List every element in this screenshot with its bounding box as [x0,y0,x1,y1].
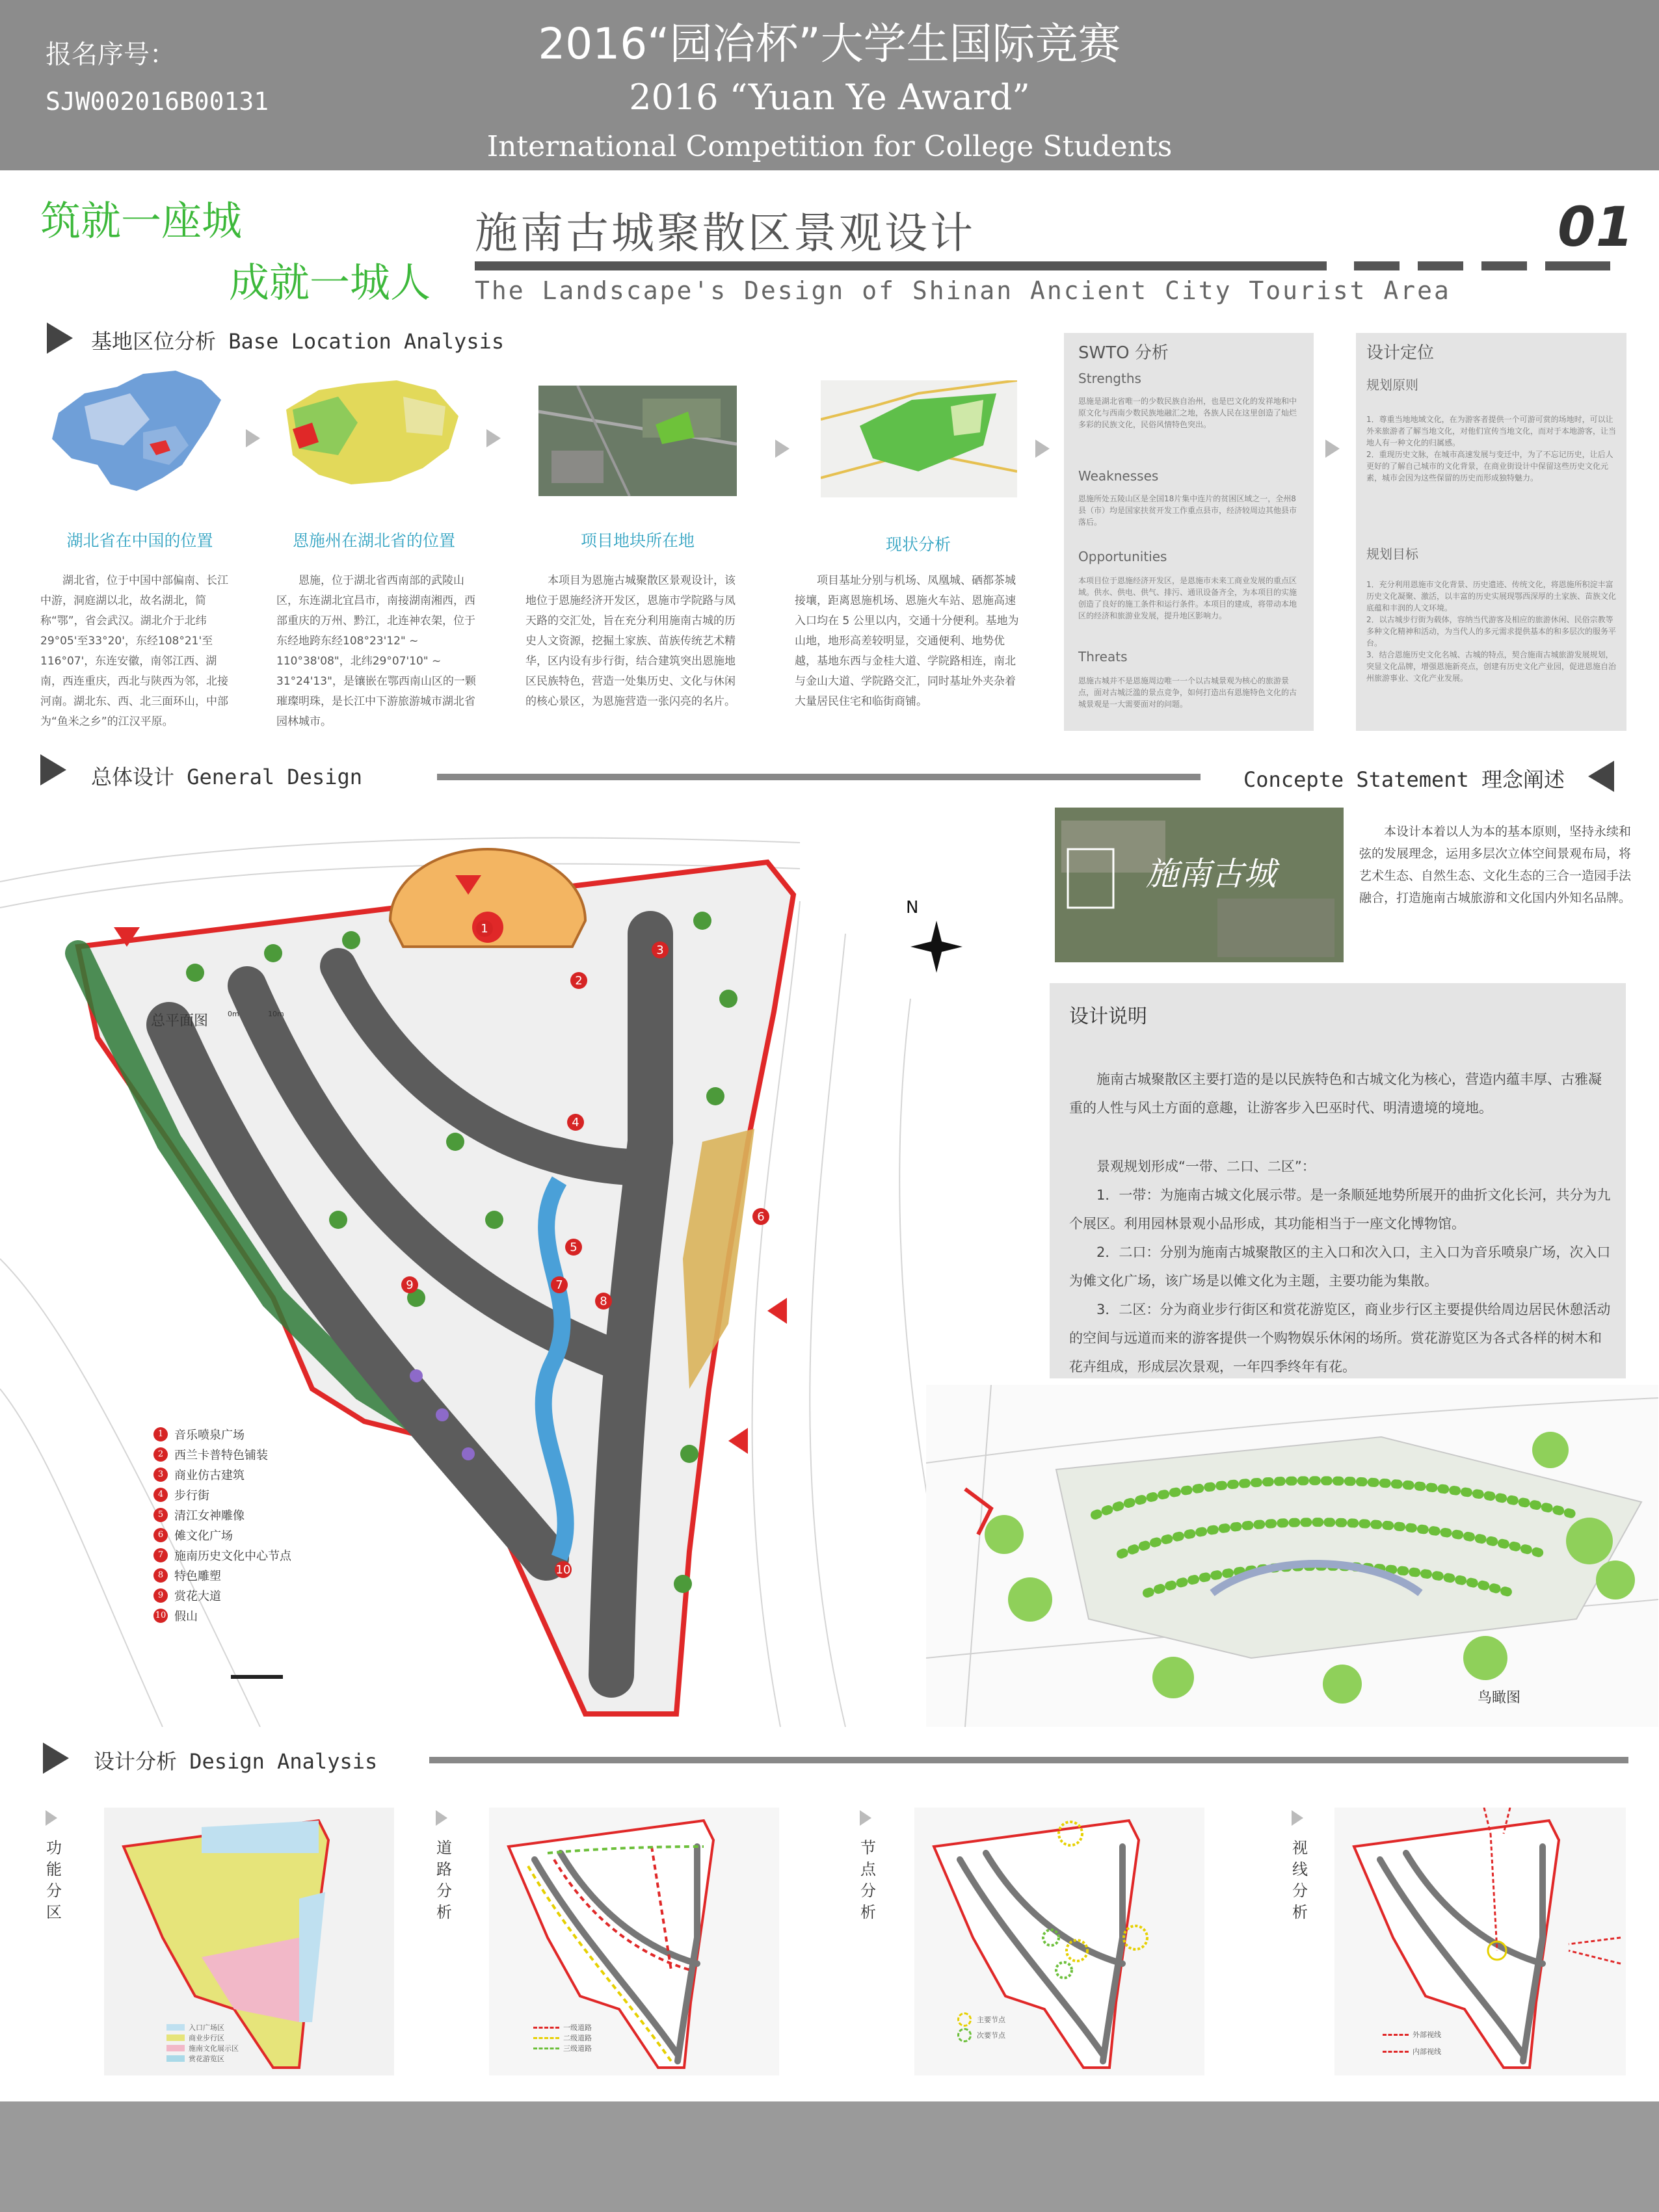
principle-text: 1．尊重当地地域文化，在为游客者提供一个可游可赏的场地时，可以让外来旅游者了解当地文化，对他们宣传当地文化，而对于本地游客，让当地人有一种文化的归属感。 2．重现历史文脉，在城市高速发展与变迁中，为了不忘记历史，让后人更好的了解自己城市的文化背景，在商业街设计中保留这些历史文化元素，城市会因为这些保留的历史而形成独特魅力。 [1366,415,1617,482]
weaknesses-text: 恩施所处五陵山区是全国18片集中连片的贫困区域之一，全州8县（市）均是国家扶贫开发工作重点县市，经济较周边其他县市落后。 [1078,494,1297,527]
competition-title-cn: 2016“园冶杯”大学生国际竞赛 [538,19,1121,69]
legend-item: 10 假山 [153,1605,291,1626]
legend-number-4: 4 [153,1488,168,1502]
swto-title: SWTO 分析 [1078,343,1169,363]
north-label: N [906,898,919,917]
sightline-legend: 外部视线 内部视线 [1383,2026,1441,2060]
description-p5: 3．二区：分为商业步行街区和赏花游览区，商业步行区主要提供给周边居民休憩活动的空间与远道而来的游客提供一个购物娱乐休闲的场所。赏花游览区为各式各样的树木和花卉组成，形成层次景观，一年四季终年有花。 [1069,1302,1611,1375]
general-design-heading: 总体设计 General Design [91,765,362,789]
flow-arrow-icon [486,429,501,447]
title-dash-2 [1418,261,1463,270]
location-text-1: 湖北省，位于中国中部偏南、长江中游，洞庭湖以北，故名湖北，简称“鄂”，省会武汉。湖北介于北纬29°05'至33°20'，东经108°21'至116°07'，东连安徽，南邻江西、湖南，西连重庆，西北与陕西为邻，北接河南。湖北东、西、北三面环山，中部为“鱼米之乡”的江汉平原。 [40,574,228,728]
concept-heading: Concepte Statement 理念阐述 [1243,767,1565,792]
section-arrow-icon [43,1743,69,1774]
flow-arrow-icon [1325,440,1340,458]
flow-arrow-icon [246,429,260,447]
function-legend: 入口广场区 商业步行区 施南文化展示区 赏花游览区 [166,2022,239,2064]
china-map-image [46,367,224,497]
analysis-label-4: 视线分析 [1292,1839,1308,1921]
reg-number: SJW002016B00131 [46,87,269,116]
svg-text:1: 1 [481,922,488,936]
svg-text:8: 8 [600,1295,607,1308]
legend-number-2: 2 [153,1447,168,1462]
legend-item: 6 傩文化广场 [153,1525,291,1545]
brand-logo-text: 施南古城 [1146,855,1276,893]
threats-heading: Threats [1078,649,1128,665]
location-text-4: 项目基址分别与机场、凤凰城、硒都茶城接壤，距离恩施机场、恩施火车站、恩施高速入口均在 5 公里以内，交通十分便利。基地为山地，地形高差较明显，交通便利、地势优越，基地东西与金桂大道、学院路相连，南北与金山大道、学院路交汇，同时基址外夹杂着大量居民住宅和临街商铺。 [795,574,1019,708]
scale-start-label: 0m [228,1010,239,1018]
legend-number-8: 8 [153,1568,168,1583]
title-dash-4 [1545,261,1610,270]
sightline-analysis-map [1334,1808,1626,2075]
base-location-heading: 基地区位分析 Base Location Analysis [91,329,505,354]
sheet-number: 01 [1558,195,1634,259]
footer-band [0,2101,1659,2212]
threats-text: 恩施古城并不是恩施周边唯一一个以古城景观为核心的旅游景点，面对古城泛滥的景点竞争，如何打造出有恩施特色文化的古城景观是一大需要面对的问题。 [1078,676,1297,709]
analysis-label-1: 功能分区 [46,1839,62,1921]
legend-item: 9 赏花大道 [153,1585,291,1605]
legend-number-5: 5 [153,1508,168,1522]
title-bar [475,261,1327,270]
analysis-label-2: 道路分析 [436,1839,452,1921]
location-text-2: 恩施，位于湖北省西南部的武陵山区，东连湖北宜昌市，南接湖南湘西，西部重庆的万州、黔江，北连神农架，位于东经地跨东经108°23'12" ~ 110°38'08"，北纬29°07'10" ~ 31°24'13"，是镶嵌在鄂西南山区的一颗璀璨明珠，是长江中下游旅游城市湖北省园林城市。 [276,574,476,728]
svg-text:2: 2 [575,974,583,988]
legend-item: 1 音乐喷泉广场 [153,1424,291,1444]
svg-text:10: 10 [555,1563,571,1577]
description-p1: 施南古城聚散区主要打造的是以民族特色和古城文化为核心，营造内蕴丰厚、古雅凝重的人性与风土方面的意趣，让游客步入巴巫时代、明清遗境的境地。 [1069,1072,1602,1116]
slogan-line1: 筑就一座城 [40,197,243,244]
principle-heading: 规划原则 [1366,377,1418,393]
description-panel [1050,983,1626,1378]
positioning-panel [1356,333,1626,731]
opportunities-heading: Opportunities [1078,549,1167,564]
description-title: 设计说明 [1069,1005,1147,1028]
project-title-cn: 施南古城聚散区景观设计 [475,208,975,258]
swto-panel [1064,333,1314,731]
competition-subtitle-en: International Competition for College Students [486,130,1173,163]
title-dash-3 [1481,261,1527,270]
status-map-image [821,380,1017,497]
function-zoning-map [104,1808,394,2075]
location-caption-2: 恩施州在湖北省的位置 [292,531,455,550]
weaknesses-heading: Weaknesses [1078,468,1159,484]
plan-legend [153,1424,291,1626]
road-legend: 一级道路 二级道路 三级道路 [533,2022,592,2053]
legend-number-6: 6 [153,1528,168,1542]
node-legend: 主要节点 次要节点 [957,2012,1005,2043]
legend-number-9: 9 [153,1588,168,1603]
hubei-map-image [280,371,462,497]
slogan-line2: 成就一城人 [229,259,431,306]
flow-arrow-icon [46,1810,57,1826]
section-arrow-icon [47,323,73,354]
legend-item: 7 施南历史文化中心节点 [153,1545,291,1565]
project-title-en: The Landscape's Design of Shinan Ancient City Tourist Area [475,276,1451,305]
competition-title-en: 2016 “Yuan Ye Award” [629,77,1030,118]
svg-text:5: 5 [570,1241,577,1254]
strengths-heading: Strengths [1078,371,1141,386]
road-analysis-map [489,1808,779,2075]
section-arrow-left-icon [1588,761,1614,792]
analysis-label-3: 节点分析 [860,1839,876,1921]
plan-label: 总平面图 [151,1013,209,1029]
svg-text:4: 4 [572,1116,579,1129]
flow-arrow-icon [1035,440,1050,458]
svg-text:9: 9 [406,1278,414,1292]
goal-heading: 规划目标 [1366,546,1418,562]
section-rule [437,774,1201,780]
goal-text: 1．充分利用恩施市文化背景、历史遗迹、传统文化，将恩施所积淀丰富历史文化凝聚、激活，以丰富的历史实展现鄂西深厚的土家族、苗族文化底蕴和丰润的人文环境。 2．以古城步行街为载体，容纳当代游客及相应的旅游休闲、民俗宗教等多种文化精神和活动，为当代人的多元需求提供基本的和多层次的服务平台。 3．结合恩施历史文化名城、古城的特点，契合施南古城旅游发展规划，突显文化品牌，增强恩施新亮点，创建有历史文化产业园，促进恩施自治州旅游事业、文化产业发展。 [1366,580,1617,683]
title-dash-1 [1354,261,1400,270]
legend-item: 5 清江女神雕像 [153,1505,291,1525]
location-text-3: 本项目为恩施古城聚散区景观设计，该地位于恩施经济开发区，恩施市学院路与凤天路的交汇处，旨在充分利用施南古城的历史人文资源，挖掘土家族、苗族传统艺术精华，区内设有步行街，结合建筑突出恩施地区民族特色，营造一处集历史、文化与休闲的核心景区，为恩施营造一张闪亮的名片。 [525,574,736,708]
description-p2: 景观规划形成“一带、二口、二区”： [1096,1159,1316,1174]
scale-end-label: 10m [268,1010,284,1018]
header-banner [0,0,1659,170]
location-caption-4: 现状分析 [885,535,951,554]
section-arrow-icon [40,754,66,785]
legend-item: 3 商业仿古建筑 [153,1464,291,1484]
description-p4: 2．二口：分别为施南古城聚散区的主入口和次入口，主入口为音乐喷泉广场，次入口为傩文化广场，该广场是以傩文化为主题，主要功能为集散。 [1069,1244,1611,1289]
location-caption-3: 项目地块所在地 [580,531,695,550]
svg-text:6: 6 [757,1210,765,1224]
description-p3: 1．一带：为施南古城文化展示带。是一条顺延地势所展开的曲折文化长河，共分为九个展区。利用园林景观小品形成，其功能相当于一座文化博物馆。 [1069,1187,1611,1231]
opportunities-text: 本项目位于恩施经济开发区，是恩施市未来工商业发展的重点区域。供水、供电、供气、排污、通讯设备齐全，为本项目的实施创造了良好的施工条件和运行条件。本项目的建成，将带动本地区的经济和旅游业发展，提升地区影响力。 [1078,576,1297,620]
legend-number-3: 3 [153,1468,168,1482]
flow-arrow-icon [1292,1810,1303,1826]
flow-arrow-icon [436,1810,447,1826]
legend-number-10: 10 [153,1609,168,1623]
aerial-label: 鸟瞰图 [1478,1690,1521,1706]
legend-item: 8 特色雕塑 [153,1565,291,1585]
svg-text:3: 3 [656,943,664,957]
section-rule [429,1757,1628,1763]
location-caption-1: 湖北省在中国的位置 [66,531,213,550]
positioning-title: 设计定位 [1366,343,1435,363]
aerial-view-image [926,1385,1658,1727]
design-analysis-heading: 设计分析 Design Analysis [94,1749,378,1774]
strengths-text: 恩施是湖北省唯一的少数民族自治州，也是巴文化的发祥地和中原文化与西南少数民族地融汇之地，各族人民在这里创造了灿烂多彩的民族文化，民俗风情特色突出。 [1078,397,1297,429]
concept-text: 本设计本着以人为本的基本原则，坚持永续和弦的发展理念，运用多层次立体空间景观布局，将艺术生态、自然生态、文化生态的三合一造园手法融合，打造施南古城旅游和文化国内外知名品牌。 [1359,824,1632,905]
legend-item: 4 步行街 [153,1484,291,1505]
flow-arrow-icon [860,1810,871,1826]
svg-text:7: 7 [555,1278,563,1292]
legend-number-1: 1 [153,1427,168,1442]
legend-number-7: 7 [153,1548,168,1562]
flow-arrow-icon [775,440,790,458]
reg-label: 报名序号： [46,40,176,70]
satellite-image [538,386,737,496]
legend-item: 2 西兰卡普特色铺装 [153,1444,291,1464]
